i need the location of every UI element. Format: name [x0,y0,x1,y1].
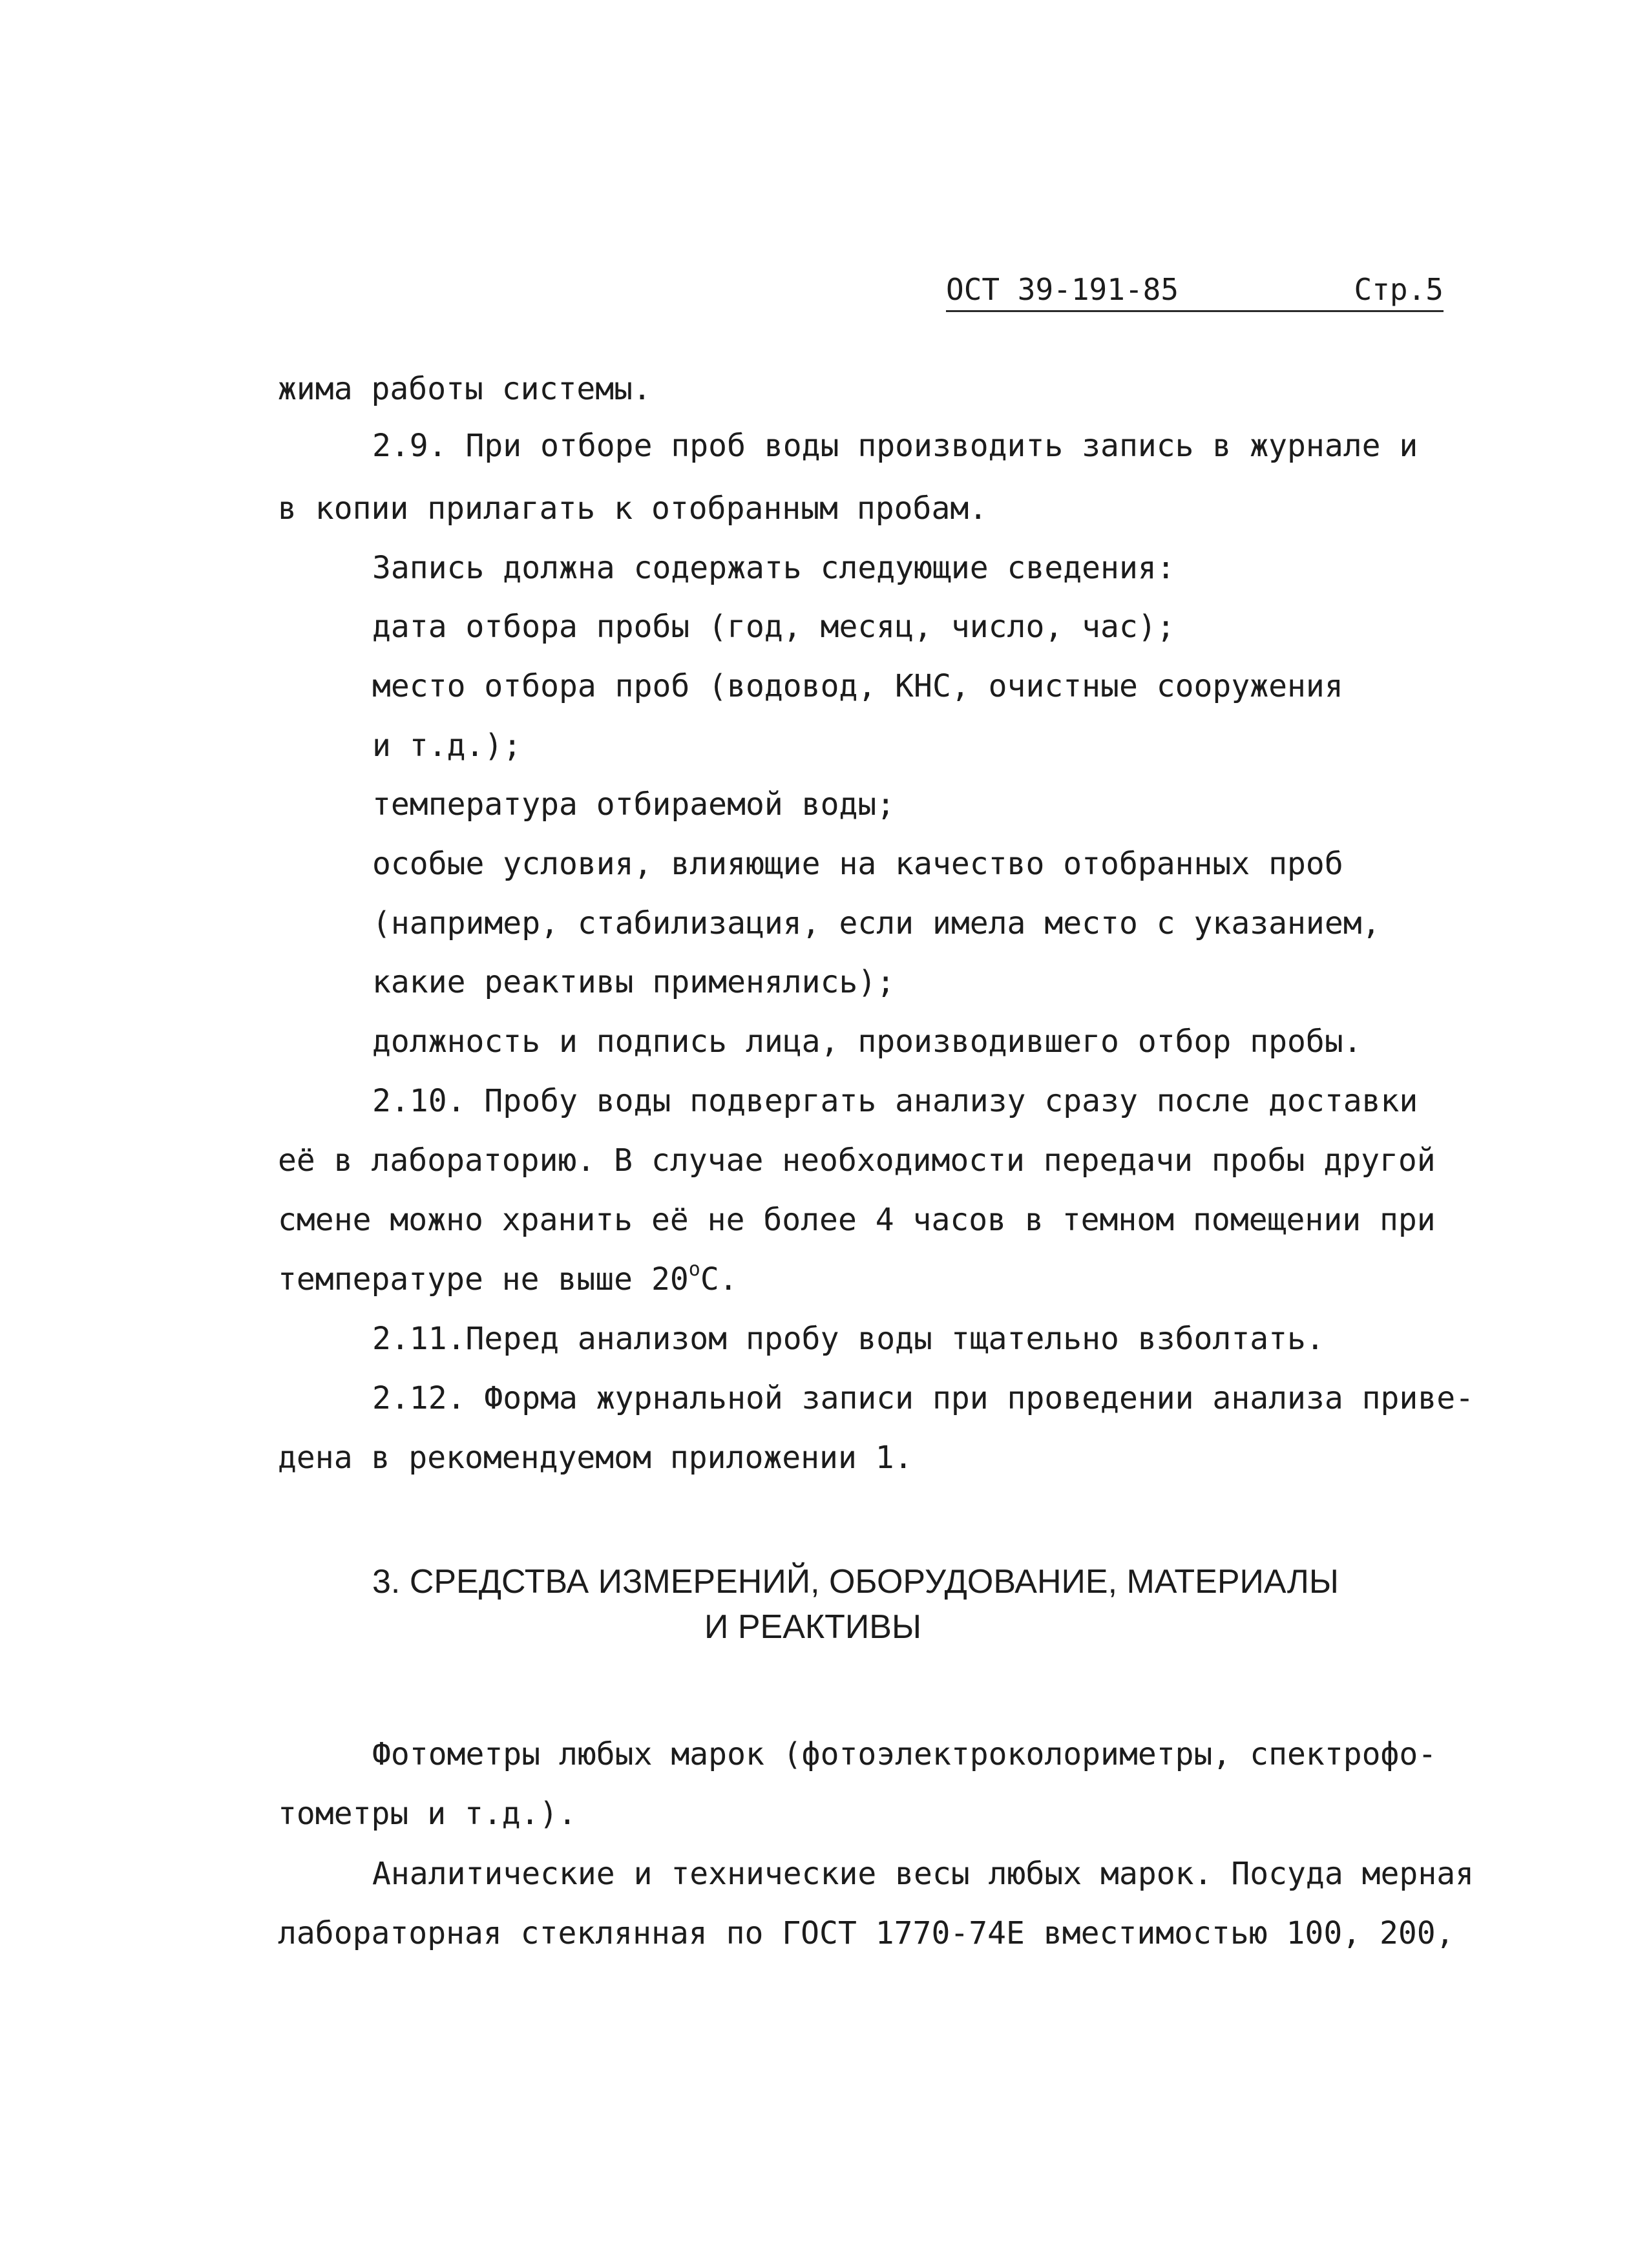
temperature-text: температуре не выше 20 [278,1261,689,1297]
list-item: место отбора проб (водовод, КНС, очистные сооружения [372,668,1343,704]
text-line: лабораторная стеклянная по ГОСТ 1770-74Е вместимостью 100, 200, [278,1915,1455,1951]
list-item: температура отбираемой воды; [372,786,896,823]
page-number: Стр.5 [1354,272,1444,307]
list-item-continuation: и т.д.); [372,728,522,764]
document-number: ОСТ 39-191-85 [946,272,1179,307]
text-line: в копии прилагать к отобранным пробам. [278,490,988,527]
page-header [946,270,1444,309]
section-heading-continuation: И РЕАКТИВЫ [704,1608,922,1646]
paragraph-2-10: 2.10. Пробу воды подвергать анализу сразу после доставки [372,1083,1418,1119]
temperature-line [278,1259,738,1300]
paragraph-2-12: 2.12. Форма журнальной записи при проведении анализа приве- [372,1380,1475,1416]
temperature-unit: С. [700,1261,738,1297]
list-item: должность и подпись лица, производившего отбор пробы. [372,1024,1362,1060]
text-line: смене можно хранить её не более 4 часов в темном помещении при [278,1202,1436,1238]
section-heading: 3. СРЕДСТВА ИЗМЕРЕНИЙ, ОБОРУДОВАНИЕ, МАТЕРИАЛЫ [372,1563,1339,1601]
paragraph-2-9: 2.9. При отборе проб воды производить запись в журнале и [372,428,1418,464]
text-line: жима работы системы. [278,371,651,407]
degree-mark: о [688,1258,700,1281]
list-item-continuation: какие реактивы применялись); [372,964,896,1000]
paragraph-2-11: 2.11.Перед анализом пробу воды тщательно взболтать. [372,1321,1325,1357]
text-line: её в лабораторию. В случае необходимости передачи пробы другой [278,1142,1436,1179]
paragraph-scales: Аналитические и технические весы любых марок. Посуда мерная [372,1856,1475,1892]
list-item: особые условия, влияющие на качество отобранных проб [372,846,1343,882]
list-item: дата отбора пробы (год, месяц, число, час); [372,609,1175,645]
paragraph-photometers: Фотометры любых марок (фотоэлектроколориметры, спектрофо- [372,1736,1437,1772]
text-line: дена в рекомендуемом приложении 1. [278,1440,913,1476]
header-underline [946,310,1444,312]
list-item-continuation: (например, стабилизация, если имела место с указанием, [372,905,1381,941]
text-line: Запись должна содержать следующие сведения: [372,550,1175,586]
text-line: тометры и т.д.). [278,1796,577,1832]
